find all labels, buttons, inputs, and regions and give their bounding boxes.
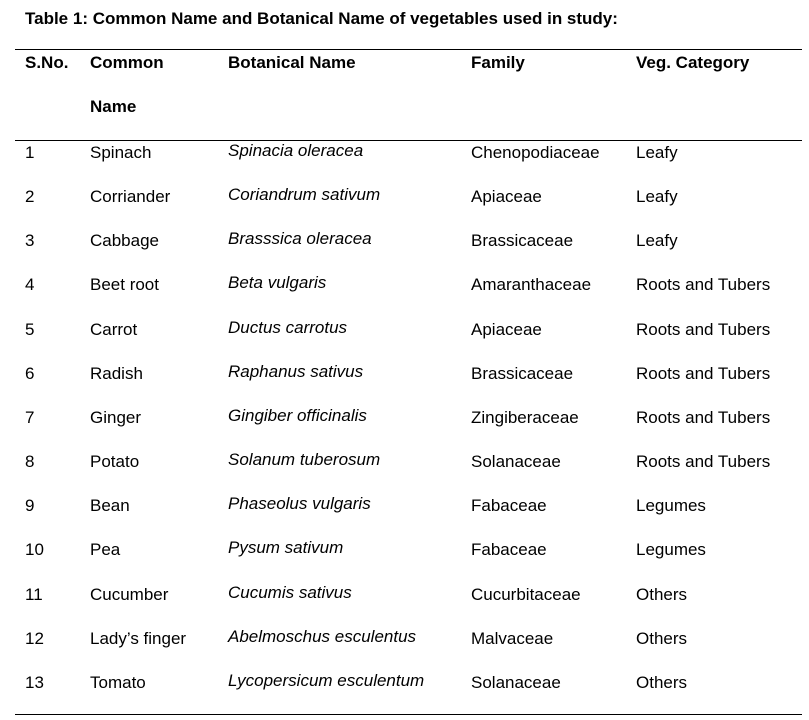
- cell-sno: 9: [25, 496, 35, 516]
- cell-sno: 13: [25, 672, 44, 692]
- cell-botanical-name: Beta vulgaris: [228, 273, 327, 293]
- cell-veg-category: Others: [636, 628, 688, 648]
- table-caption: Table 1: Common Name and Botanical Name of vegetables used in study:: [25, 9, 618, 28]
- cell-common-name: Potato: [90, 452, 140, 472]
- cell-common-name: Lady’s finger: [90, 628, 187, 648]
- cell-veg-category: Roots and Tubers: [636, 363, 771, 383]
- cell-family: Malvaceae: [471, 628, 554, 648]
- cell-veg-category: Roots and Tubers: [636, 407, 771, 427]
- cell-common-name: Ginger: [90, 407, 142, 427]
- cell-veg-category: Legumes: [636, 540, 706, 560]
- cell-common-name: Tomato: [90, 672, 146, 692]
- cell-family: Fabaceae: [471, 540, 547, 560]
- cell-family: Solanaceae: [471, 452, 561, 472]
- cell-sno: 4: [25, 275, 35, 295]
- cell-veg-category: Legumes: [636, 496, 706, 516]
- cell-botanical-name: Coriandrum sativum: [228, 185, 381, 205]
- cell-family: Solanaceae: [471, 672, 561, 692]
- cell-family: Cucurbitaceae: [471, 584, 581, 604]
- header-common-name-line1: Common: [90, 53, 164, 72]
- cell-sno: 11: [25, 584, 43, 604]
- cell-botanical-name: Abelmoschus esculentus: [228, 626, 417, 646]
- cell-common-name: Spinach: [90, 143, 152, 162]
- cell-family: Amaranthaceae: [471, 275, 592, 295]
- cell-family: Brassicaceae: [471, 363, 574, 383]
- cell-botanical-name: Pysum sativum: [228, 538, 344, 558]
- cell-common-name: Cabbage: [90, 231, 160, 251]
- header-botanical-name: Botanical Name: [228, 53, 356, 72]
- cell-sno: 12: [25, 628, 44, 648]
- cell-veg-category: Roots and Tubers: [636, 319, 771, 339]
- cell-common-name: Pea: [90, 540, 121, 560]
- cell-family: Zingiberaceae: [471, 407, 579, 427]
- cell-family: Fabaceae: [471, 496, 547, 516]
- cell-botanical-name: Cucumis sativus: [228, 582, 352, 602]
- table-bottom-rule: [15, 714, 802, 715]
- cell-veg-category: Roots and Tubers: [636, 452, 771, 472]
- header-common-name-line2: Name: [90, 97, 137, 116]
- cell-botanical-name: Ductus carrotus: [228, 317, 348, 337]
- header-family: Family: [471, 53, 525, 72]
- cell-common-name: Bean: [90, 496, 130, 516]
- cell-sno: 5: [25, 319, 35, 339]
- cell-veg-category: Leafy: [636, 231, 678, 251]
- cell-sno: 1: [25, 143, 35, 162]
- cell-sno: 6: [25, 363, 35, 383]
- cell-common-name: Corriander: [90, 187, 171, 207]
- header-veg-category: Veg. Category: [636, 53, 750, 72]
- cell-sno: 7: [25, 407, 35, 427]
- cell-common-name: Beet root: [90, 275, 159, 295]
- cell-sno: 10: [25, 540, 44, 560]
- cell-common-name: Radish: [90, 363, 143, 383]
- cell-family: Chenopodiaceae: [471, 143, 600, 162]
- cell-veg-category: Others: [636, 672, 688, 692]
- cell-botanical-name: Lycopersicum esculentum: [228, 670, 425, 690]
- cell-sno: 8: [25, 452, 35, 472]
- header-sno: S.No.: [25, 53, 69, 72]
- cell-common-name: Carrot: [90, 319, 138, 339]
- cell-family: Brassicaceae: [471, 231, 574, 251]
- cell-botanical-name: Solanum tuberosum: [228, 450, 381, 470]
- cell-botanical-name: Raphanus sativus: [228, 361, 364, 381]
- cell-botanical-name: Spinacia oleracea: [228, 141, 364, 160]
- table-top-rule: [15, 49, 802, 50]
- cell-veg-category: Roots and Tubers: [636, 275, 771, 295]
- cell-botanical-name: Gingiber officinalis: [228, 405, 367, 425]
- cell-veg-category: Others: [636, 584, 688, 604]
- cell-veg-category: Leafy: [636, 143, 678, 162]
- cell-sno: 2: [25, 187, 35, 207]
- cell-family: Apiaceae: [471, 187, 542, 207]
- cell-botanical-name: Brasssica oleracea: [228, 229, 372, 249]
- header-bottom-rule: [15, 140, 802, 141]
- cell-veg-category: Leafy: [636, 187, 678, 207]
- cell-family: Apiaceae: [471, 319, 542, 339]
- cell-sno: 3: [25, 231, 35, 251]
- cell-botanical-name: Phaseolus vulgaris: [228, 494, 371, 514]
- cell-common-name: Cucumber: [90, 584, 169, 604]
